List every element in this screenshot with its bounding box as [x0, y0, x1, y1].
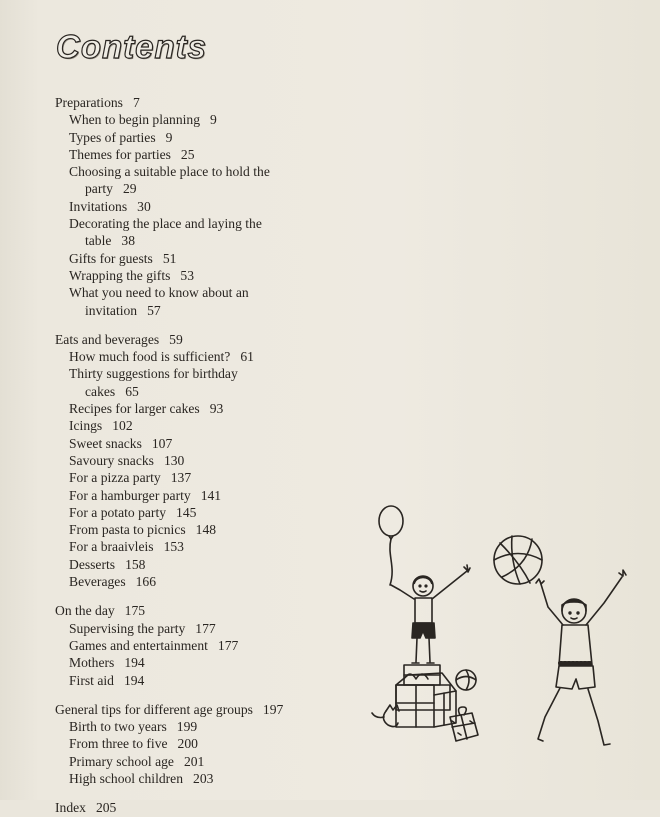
section-page-number: 175 [124, 603, 146, 619]
toc-entry [55, 163, 385, 198]
entry-page-number: 30 [137, 198, 151, 214]
toc-entry [55, 469, 385, 486]
entry-text: Savoury snacks [69, 452, 154, 468]
entry-text: For a potato party [69, 504, 167, 520]
toc-entry [55, 718, 385, 735]
toc-entry [55, 198, 385, 215]
entry-text: Desserts [69, 556, 116, 572]
toc-entry [55, 215, 385, 250]
entry-page-number: 153 [163, 539, 184, 555]
entry-text: How much food is sufficient? [69, 349, 231, 365]
entry-page-number: 148 [195, 522, 217, 538]
entry-text: From three to five [69, 736, 168, 752]
toc-entry [55, 284, 385, 319]
entry-text: Sweet snacks [69, 435, 142, 451]
entry-page-number: 203 [193, 770, 214, 786]
section-title [55, 331, 385, 348]
entry-text: Invitations [69, 198, 128, 214]
entry-page-number: 9 [210, 112, 217, 128]
toc-entry [55, 735, 385, 752]
entry-text: Games and entertainment [69, 637, 208, 653]
entry-page-number: 61 [240, 349, 254, 365]
entry-page-number: 201 [183, 753, 205, 769]
entry-page-number: 194 [123, 672, 145, 688]
section-title [55, 94, 385, 111]
gift-box-icon [396, 673, 456, 727]
entry-page-number: 25 [180, 146, 195, 162]
toc-entry [55, 556, 385, 573]
entry-text: Themes for parties [69, 146, 171, 162]
small-ball-icon [456, 670, 476, 690]
entry-page-number: 53 [180, 267, 194, 283]
toc-entry [55, 538, 385, 555]
entry-text: First aid [69, 672, 114, 688]
toc-entry [55, 146, 385, 163]
section-page-number: 59 [169, 331, 183, 347]
entry-page-number: 177 [217, 637, 239, 653]
entry-page-number: 194 [124, 655, 145, 671]
toc-entry [55, 521, 385, 538]
entry-text: Thirty suggestions for birthday cakes [69, 366, 238, 399]
entry-page-number: 29 [122, 181, 137, 197]
toc-entry [55, 753, 385, 770]
section-eats-and-beverages [55, 331, 385, 590]
section-index [55, 799, 385, 816]
section-entries [55, 111, 385, 319]
entry-page-number: 141 [200, 487, 222, 503]
toc-entry [55, 770, 385, 787]
section-title-text: Eats and beverages [55, 331, 160, 347]
entry-page-number: 107 [151, 435, 173, 451]
entry-page-number: 65 [125, 383, 139, 399]
entry-text: Supervising the party [69, 620, 186, 636]
toc-entry [55, 504, 385, 521]
entry-text: Beverages [69, 574, 126, 590]
section-entries [55, 620, 385, 689]
balloon-icon [379, 506, 403, 585]
entry-page-number: 57 [147, 302, 161, 318]
toc-entry [55, 267, 385, 284]
entry-text: For a braaivleis [69, 539, 154, 555]
section-title-text: On the day [55, 603, 115, 619]
section-page-number: 205 [95, 800, 117, 816]
entry-text: Wrapping the gifts [69, 267, 171, 283]
entry-page-number: 130 [163, 452, 185, 468]
entry-text: For a hamburger party [69, 487, 191, 503]
left-child-figure [391, 565, 470, 663]
entry-text: Decorating the place and laying the table [69, 216, 262, 249]
entry-page-number: 38 [121, 233, 136, 249]
toc-entry [55, 573, 385, 590]
entry-page-number: 199 [176, 719, 198, 735]
section-title-text: General tips for different age groups [55, 701, 253, 717]
entry-page-number: 145 [176, 504, 197, 520]
toc-entry [55, 487, 385, 504]
section-title [55, 602, 385, 619]
entry-page-number: 158 [125, 556, 146, 572]
section-title [55, 701, 385, 718]
entry-text: Recipes for larger cakes [69, 401, 200, 417]
toc-entry [55, 654, 385, 671]
entry-text: Types of parties [69, 129, 156, 145]
toc-entry [55, 452, 385, 469]
entry-page-number: 177 [195, 620, 216, 636]
toc-entry [55, 672, 385, 689]
toc-entry [55, 620, 385, 637]
section-page-number: 197 [262, 701, 284, 717]
section-preparations [55, 94, 385, 319]
toc-entry [55, 417, 385, 434]
section-general-tips [55, 701, 385, 787]
beach-ball-icon [494, 536, 542, 584]
entry-text: Gifts for guests [69, 250, 153, 266]
section-title [55, 799, 385, 816]
entry-text: Mothers [69, 655, 115, 671]
toc-entry [55, 637, 385, 654]
toc-entry [55, 129, 385, 146]
toc-entry [55, 365, 385, 400]
toc-entry [55, 348, 385, 365]
section-title-text: Preparations [55, 95, 123, 110]
entry-text: Icings [69, 418, 103, 434]
entry-text: Choosing a suitable place to hold the party [69, 164, 270, 197]
section-page-number: 7 [132, 95, 140, 110]
cat-icon [372, 705, 399, 727]
section-entries [55, 718, 385, 787]
entry-page-number: 51 [162, 250, 177, 266]
entry-page-number: 200 [177, 736, 198, 752]
right-child-figure [536, 570, 626, 745]
toc-entry [55, 435, 385, 452]
entry-text: From pasta to picnics [69, 522, 186, 538]
entry-text: For a pizza party [69, 470, 161, 486]
entry-page-number: 9 [165, 129, 173, 145]
party-children-illustration [360, 495, 660, 775]
entry-text: High school children [69, 770, 184, 786]
section-on-the-day [55, 602, 385, 688]
section-title-text: Index [55, 800, 86, 816]
entry-text: What you need to know about an invitation [69, 285, 249, 318]
entry-page-number: 166 [135, 574, 157, 590]
section-entries [55, 348, 385, 590]
toc-entry [55, 250, 385, 267]
entry-text: When to begin planning [69, 112, 200, 128]
entry-text: Birth to two years [69, 719, 167, 735]
toc-entry [55, 111, 385, 128]
entry-page-number: 137 [170, 470, 192, 486]
entry-page-number: 102 [112, 418, 133, 434]
toc-entry [55, 400, 385, 417]
table-of-contents [55, 94, 385, 817]
entry-text: Primary school age [69, 753, 174, 769]
contents-title: Contents [56, 28, 207, 65]
entry-page-number: 93 [209, 401, 224, 417]
